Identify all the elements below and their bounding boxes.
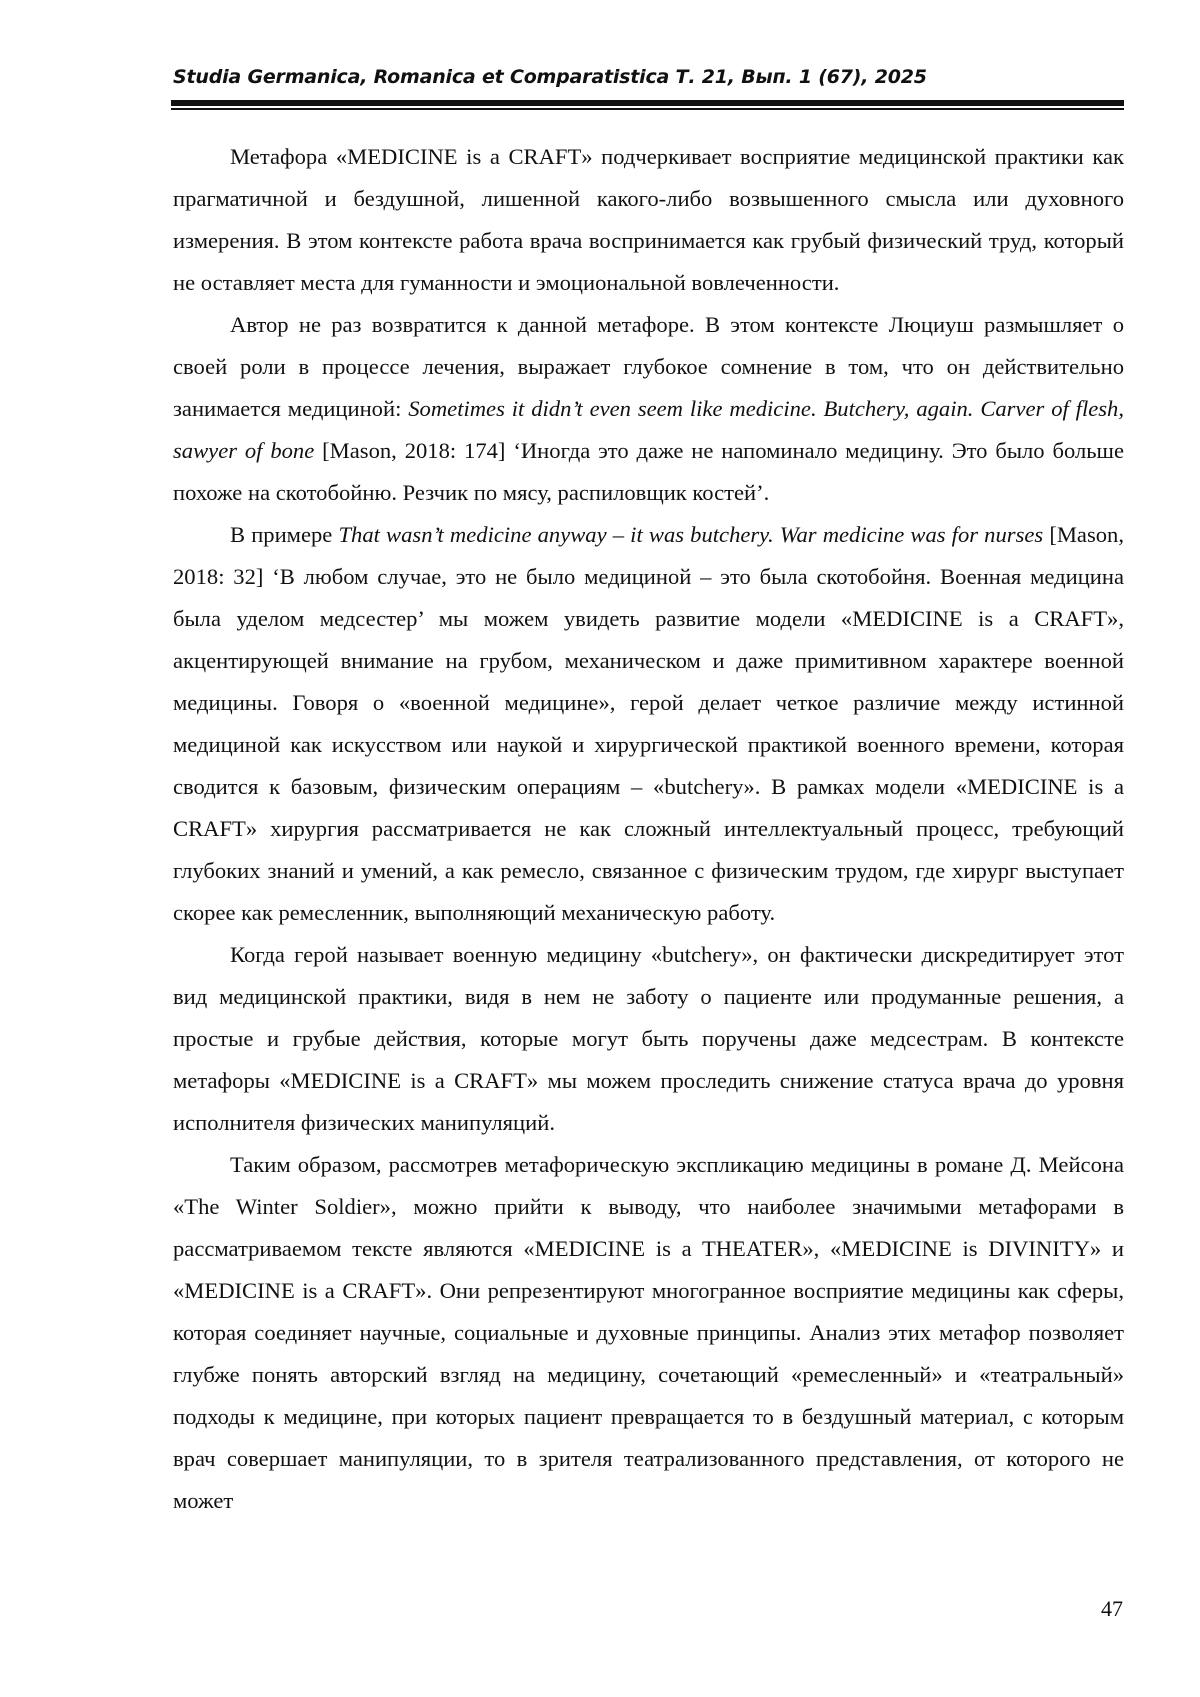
article-body (173, 136, 1124, 1522)
paragraph-3 (173, 514, 1124, 934)
paragraph-2-text-start: Автор не раз возвратится к данной метафоре. В этом контексте Люциуш размышляет о своей роли в процессе лечения, выражает глубокое сомнение в том, что он действительно занимается медициной: (173, 312, 1124, 421)
paragraph-2-text-end: [Mason, 2018: 174] ‘Иногда это даже не напоминало медицину. Это было больше похоже на скотобойню. Резчик по мясу, распиловщик костей’. (173, 438, 1124, 505)
paragraph-1-text: Метафора «MEDICINE is a CRAFT» подчеркивает восприятие медицинской практики как прагматичной и бездушной, лишенной какого-либо возвышенного смысла или духовного измерения. В этом контексте работа врача воспринимается как грубый физический труд, который не оставляет места для гуманности и эмоциональной вовлеченности. (173, 144, 1124, 295)
paragraph-1 (173, 136, 1124, 304)
paragraph-2 (173, 304, 1124, 514)
paragraph-3-quote: That wasn’t medicine anyway – it was butchery. War medicine was for nurses (338, 522, 1044, 547)
paragraph-5 (173, 1144, 1124, 1522)
header-rule-thick (171, 100, 1124, 106)
paragraph-4-text: Когда герой называет военную медицину «butchery», он фактически дискредитирует этот вид медицинской практики, видя в нем не заботу о пациенте или продуманные решения, а простые и грубые действия, которые могут быть поручены даже медсестрам. В контексте метафоры «MEDICINE is a CRAFT» мы можем проследить снижение статуса врача до уровня исполнителя физических манипуляций. (173, 942, 1124, 1135)
paragraph-4 (173, 934, 1124, 1144)
paragraph-5-text: Таким образом, рассмотрев метафорическую экспликацию медицины в романе Д. Мейсона «The Winter Soldier», можно прийти к выводу, что наиболее значимыми метафорами в рассматриваемом тексте являются «MEDICINE is a THEATER», «MEDICINE is DIVINITY» и «MEDICINE is a CRAFT». Они репрезентируют многогранное восприятие медицины как сферы, которая соединяет научные, социальные и духовные принципы. Анализ этих метафор позволяет глубже понять авторский взгляд на медицину, сочетающий «ремесленный» и «театральный» подходы к медицине, при которых пациент превращается то в бездушный материал, с которым врач совершает манипуляции, то в зрителя театрализованного представления, от которого не может (173, 1152, 1124, 1513)
paragraph-3-text-start: В примере (230, 522, 339, 547)
paragraph-3-text-end: [Mason, 2018: 32] ‘В любом случае, это не было медициной – это была скотобойня. Военная медицина была уделом медсестер’ мы можем увидеть развитие модели «MEDICINE is a CRAFT», акцентирующей внимание на грубом, механическом и даже примитивном характере военной медицины. Говоря о «военной медицине», герой делает четкое различие между истинной медициной как искусством или наукой и хирургической практикой военного времени, которая сводится к базовым, физическим операциям – «butchery». В рамках модели «MEDICINE is a CRAFT» хирургия рассматривается не как сложный интеллектуальный процесс, требующий глубоких знаний и умений, а как ремесло, связанное с физическим трудом, где хирург выступает скорее как ремесленник, выполняющий механическую работу. (173, 522, 1125, 925)
paragraph-2-quote: Sometimes it didn’t even seem like medicine. Butchery, again. Carver of flesh, sawyer of bone (173, 396, 1124, 463)
journal-header: Studia Germanica, Romanica et Comparatistica Т. 21, Вып. 1 (67), 2025 (173, 66, 927, 88)
header-rule-thin (171, 108, 1124, 110)
page-number: 47 (1101, 1596, 1123, 1621)
